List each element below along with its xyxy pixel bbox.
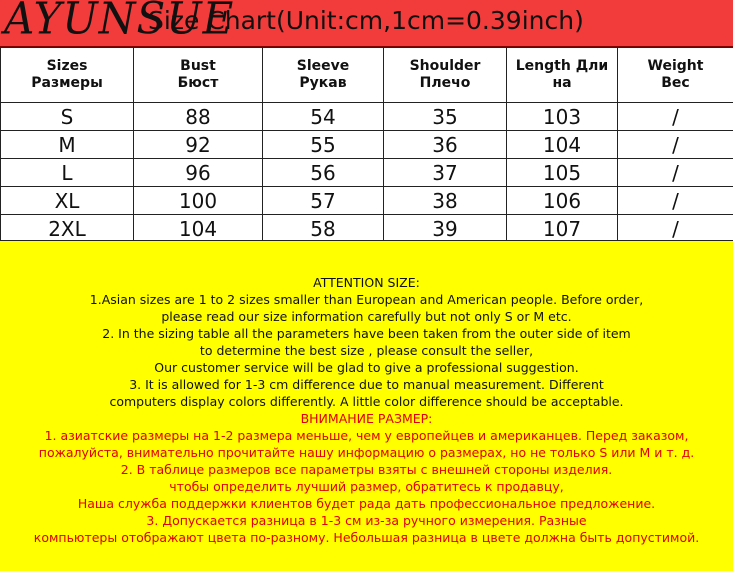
cell-bust: 88 <box>134 103 263 131</box>
cell-shoulder: 39 <box>384 215 507 243</box>
cell-length: 107 <box>507 215 618 243</box>
cell-shoulder: 35 <box>384 103 507 131</box>
notice-en-line: 2. In the sizing table all the parameters have been taken from the outer side of item <box>102 326 631 341</box>
table-row <box>1 215 733 243</box>
cell-length: 106 <box>507 187 618 215</box>
header-weight: Weight Вес <box>618 48 733 103</box>
cell-length: 103 <box>507 103 618 131</box>
notice-ru-line: компьютеры отображают цвета по-разному. Небольшая разница в цвете должна быть допустимой. <box>33 530 700 545</box>
header-sizes: Sizes Размеры <box>1 48 134 103</box>
cell-sleeve: 55 <box>263 131 384 159</box>
table-row <box>1 103 733 131</box>
notice-en-line: computers display colors differently. A little color difference should be acceptable. <box>109 394 624 409</box>
table-row <box>1 159 733 187</box>
table-row <box>1 187 733 215</box>
notice-en-line: to determine the best size , please consult the seller, <box>199 343 534 358</box>
notice-ru-line: 3. Допускается разница в 1-3 см из-за ручного измерения. Разные <box>146 513 587 528</box>
notice-ru-line: 1. азиатские размеры на 1-2 размера меньше, чем у европейцев и американцев. Перед заказом, <box>44 428 689 443</box>
cell-shoulder: 36 <box>384 131 507 159</box>
cell-sleeve: 58 <box>263 215 384 243</box>
notice-en-line: 3. It is allowed for 1-3 cm difference due to manual measurement. Different <box>129 377 604 392</box>
cell-length: 104 <box>507 131 618 159</box>
notice-en-line: Our customer service will be glad to give a professional suggestion. <box>154 360 579 375</box>
cell-size: L <box>1 159 134 187</box>
notice-ru-line: Наша служба поддержки клиентов будет рада дать профессиональное предложение. <box>77 496 656 511</box>
cell-sleeve: 54 <box>263 103 384 131</box>
cell-bust: 92 <box>134 131 263 159</box>
chart-title: Size Chart(Unit:cm,1cm=0.39inch) <box>148 6 584 35</box>
header-shoulder: Shoulder Плечо <box>384 48 507 103</box>
cell-size: 2XL <box>1 215 134 243</box>
cell-sleeve: 56 <box>263 159 384 187</box>
size-table <box>0 47 733 243</box>
cell-shoulder: 38 <box>384 187 507 215</box>
table-row <box>1 131 733 159</box>
cell-size: S <box>1 103 134 131</box>
notice-ru-line: 2. В таблице размеров все параметры взяты с внешней стороны изделия. <box>120 462 613 477</box>
notice-ru-heading: ВНИМАНИЕ РАЗМЕР: <box>300 411 433 426</box>
table-header-row <box>1 48 733 103</box>
cell-size: XL <box>1 187 134 215</box>
cell-bust: 96 <box>134 159 263 187</box>
notice-en-heading: ATTENTION SIZE: <box>313 275 420 290</box>
notice-ru-line: пожалуйста, внимательно прочитайте нашу информацию о размерах, но не только S или M и т. д. <box>38 445 695 460</box>
attention-notice <box>0 240 733 571</box>
header-bust: Bust Бюст <box>134 48 263 103</box>
title-bar <box>0 0 733 47</box>
cell-weight: / <box>618 215 733 243</box>
cell-weight: / <box>618 131 733 159</box>
header-sleeve: Sleeve Рукав <box>263 48 384 103</box>
cell-weight: / <box>618 159 733 187</box>
cell-size: M <box>1 131 134 159</box>
cell-sleeve: 57 <box>263 187 384 215</box>
cell-shoulder: 37 <box>384 159 507 187</box>
brand-logo: AYUNSUE <box>4 0 235 45</box>
cell-weight: / <box>618 187 733 215</box>
cell-bust: 100 <box>134 187 263 215</box>
notice-en-line: 1.Asian sizes are 1 to 2 sizes smaller than European and American people. Before order, <box>89 292 644 307</box>
cell-bust: 104 <box>134 215 263 243</box>
cell-weight: / <box>618 103 733 131</box>
notice-ru-line: чтобы определить лучший размер, обратитесь к продавцу, <box>169 479 564 494</box>
notice-en-line: please read our size information carefully but not only S or M etc. <box>161 309 572 324</box>
header-length: Length Дли на <box>507 48 618 103</box>
cell-length: 105 <box>507 159 618 187</box>
